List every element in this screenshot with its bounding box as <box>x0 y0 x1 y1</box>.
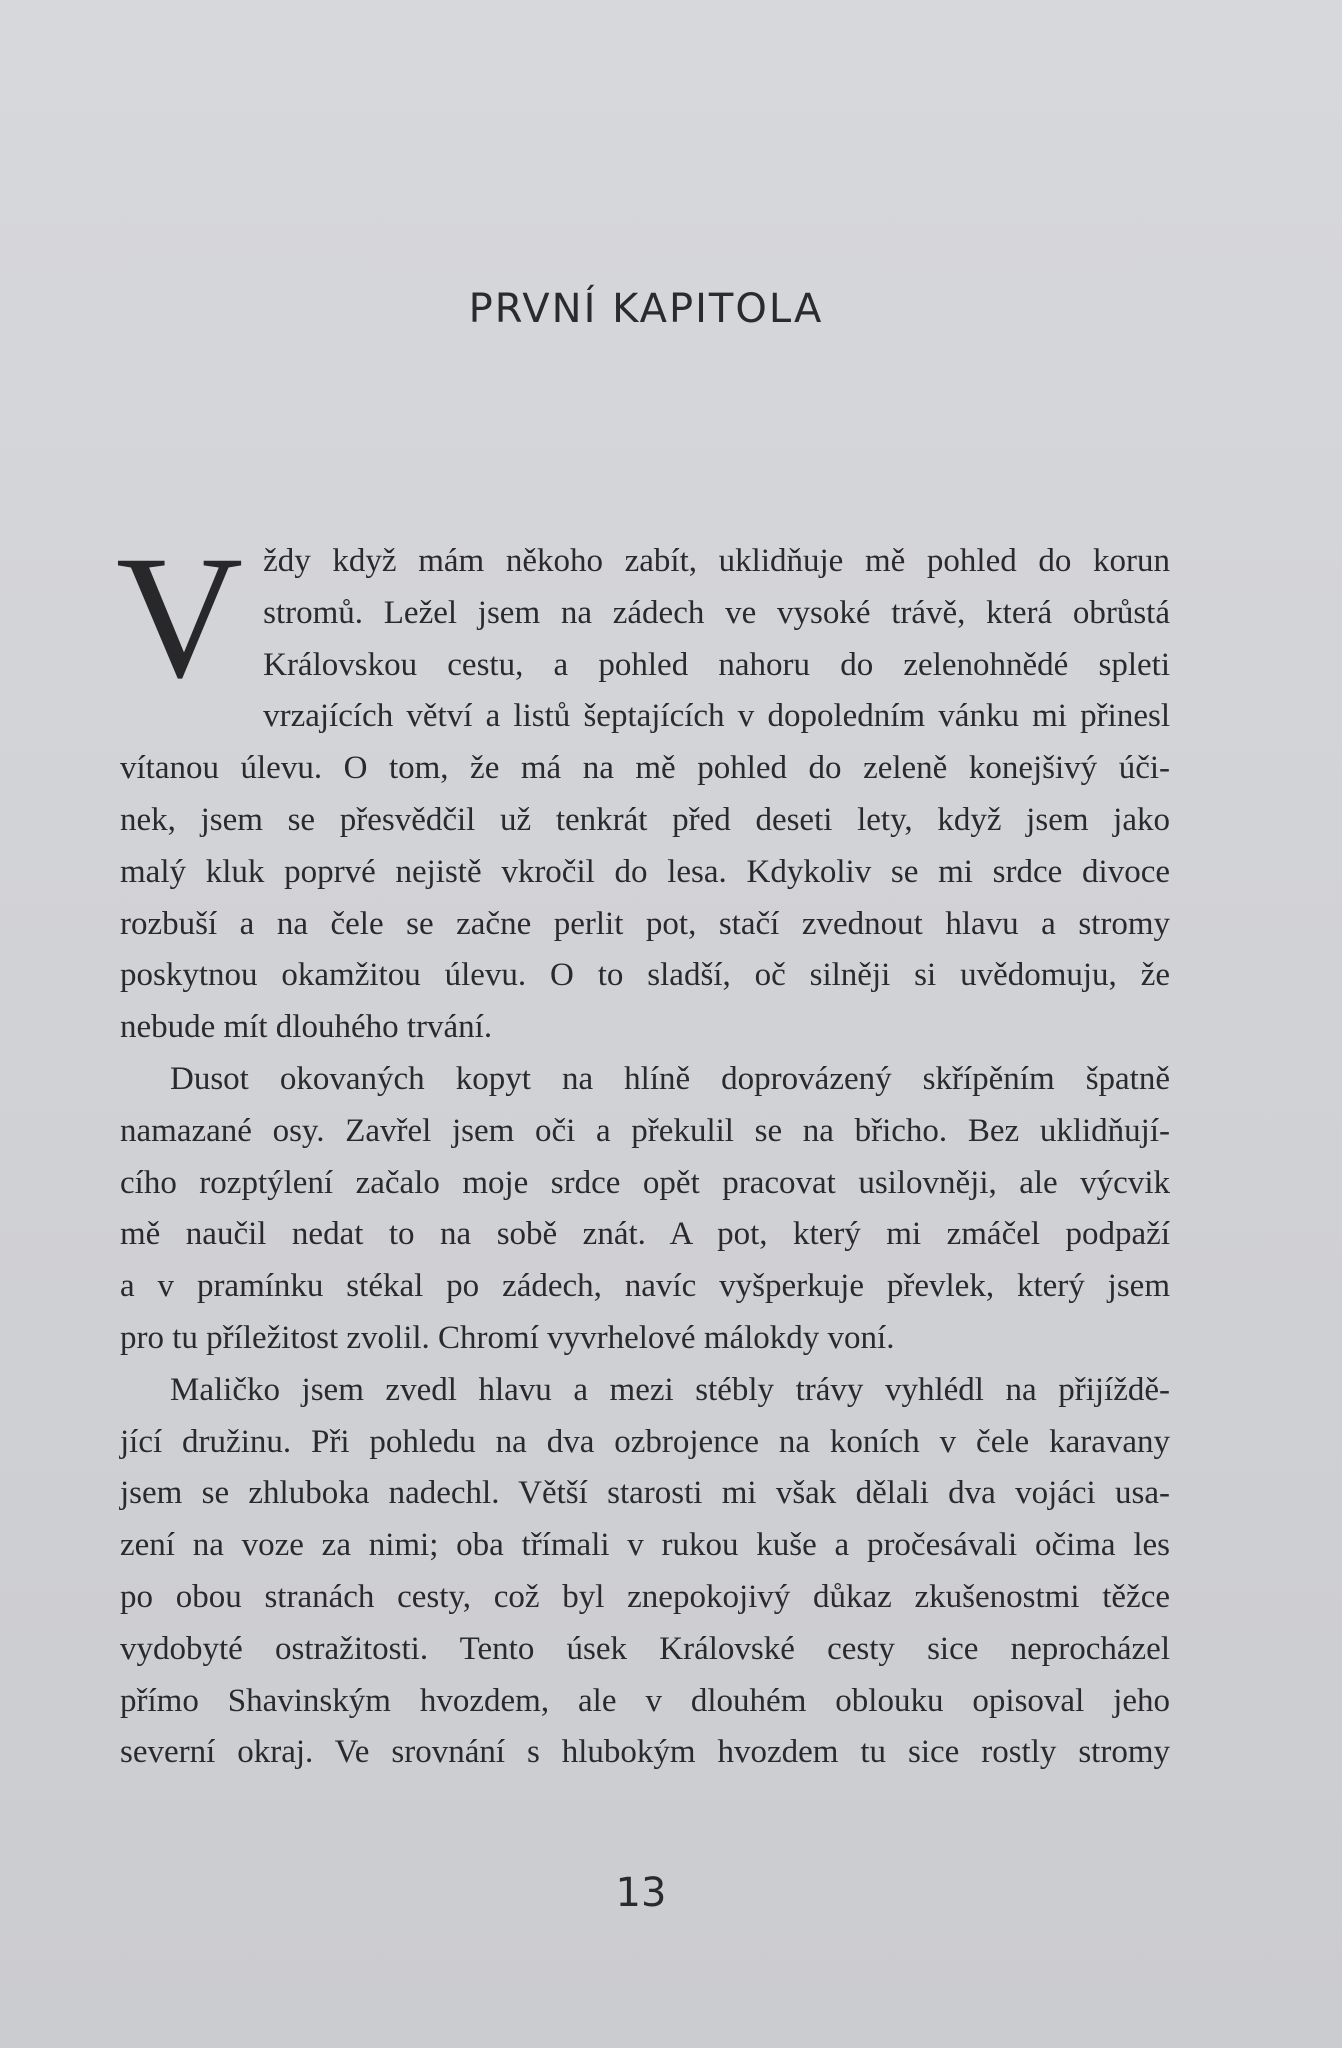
paragraph-3 <box>120 1365 1170 1779</box>
text-line: vítanou úlevu. O tom, že má na mě pohled do zeleně konejšivý úči- <box>120 750 1170 787</box>
chapter-body <box>116 520 1170 1779</box>
text-line: poskytnou okamžitou úlevu. O to sladší, oč silněji si uvědomuju, že <box>120 957 1170 994</box>
chapter-title: PRVNÍ KAPITOLA <box>468 286 824 332</box>
text-line: nek, jsem se přesvědčil už tenkrát před deseti lety, když jsem jako <box>120 801 1170 838</box>
paragraph-2 <box>120 1054 1170 1365</box>
text-line: přímo Shavinským hvozdem, ale v dlouhém oblouku opisoval jeho <box>120 1682 1170 1719</box>
page-number: 13 <box>615 1870 667 1916</box>
text-line: zení na voze za nimi; oba třímali v rukou kuše a pročesávali očima les <box>120 1527 1170 1564</box>
text-line: jící družinu. Při pohledu na dva ozbrojence na koních v čele karavany <box>120 1423 1170 1460</box>
text-line: namazané osy. Zavřel jsem oči a překulil se na břicho. Bez uklidňují- <box>120 1112 1170 1149</box>
text-line: a v pramínku stékal po zádech, navíc vyšperkuje převlek, který jsem <box>120 1268 1170 1305</box>
text-line: Královskou cestu, a pohled nahoru do zelenohnědé spleti <box>263 646 1170 683</box>
text-line: po obou stranách cesty, což byl znepokojivý důkaz zkušenostmi těžce <box>120 1578 1170 1615</box>
text-line: ždy když mám někoho zabít, uklidňuje mě pohled do korun <box>263 543 1170 579</box>
text-line: vydobyté ostražitosti. Tento úsek Královské cesty sice neprocházel <box>120 1630 1170 1667</box>
text-line: rozbuší a na čele se začne perlit pot, stačí zvednout hlavu a stromy <box>120 905 1170 942</box>
text-line: pro tu příležitost zvolil. Chromí vyvrhelové málokdy voní. <box>120 1319 895 1356</box>
drop-cap: V <box>116 520 244 715</box>
text-line: mě naučil nedat to na sobě znát. A pot, který mi zmáčel podpaží <box>120 1216 1170 1253</box>
text-line: nebude mít dlouhého trvání. <box>120 1009 493 1046</box>
text-line: Dusot okovaných kopyt na hlíně doprovázený skřípěním špatně <box>170 1060 1170 1097</box>
text-line: stromů. Ležel jsem na zádech ve vysoké trávě, která obrůstá <box>263 594 1170 631</box>
text-line: jsem se zhluboka nadechl. Větší starosti mi však dělali dva vojáci usa- <box>120 1475 1170 1512</box>
paragraph-1 <box>116 520 1170 1054</box>
text-line: vrzajících větví a listů šeptajících v dopoledním vánku mi přinesl <box>263 698 1170 735</box>
text-line: severní okraj. Ve srovnání s hlubokým hvozdem tu sice rostly stromy <box>120 1734 1170 1771</box>
text-line: malý kluk poprvé nejistě vkročil do lesa. Kdykoliv se mi srdce divoce <box>120 853 1170 890</box>
text-line: Maličko jsem zvedl hlavu a mezi stébly trávy vyhlédl na přijíždě- <box>170 1371 1170 1408</box>
text-line: cího rozptýlení začalo moje srdce opět pracovat usilovněji, ale výcvik <box>120 1164 1170 1201</box>
